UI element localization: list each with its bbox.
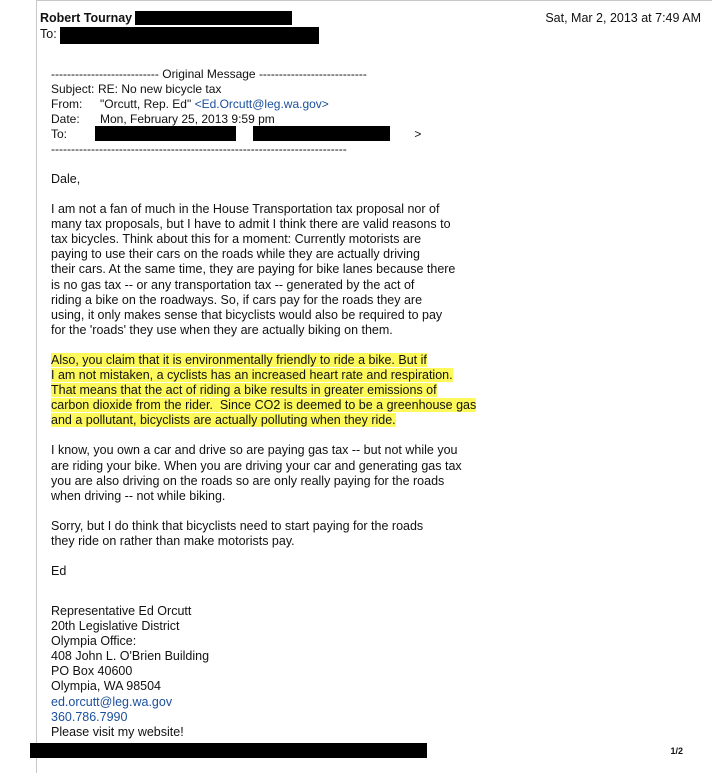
orig-from-label: From:	[51, 97, 83, 111]
original-message-banner: --------------------------- Original Message ---------------------------	[51, 67, 367, 81]
sig-district: 20th Legislative District	[51, 619, 180, 634]
orig-from-row	[51, 97, 421, 112]
sender-name: Robert Tournay	[40, 11, 133, 25]
footer-redaction	[30, 743, 427, 758]
orig-date: Mon, February 25, 2013 9:59 pm	[100, 112, 275, 126]
greeting: Dale,	[51, 172, 81, 186]
signoff: Ed	[51, 563, 67, 578]
highlight-line: That means that the act of riding a bike results in greater emissions of	[51, 383, 437, 398]
original-message-rule: --------------------------------------------------------------------------	[51, 142, 347, 156]
paragraph-2-highlighted	[51, 353, 491, 428]
to-label: To:	[40, 27, 57, 41]
paragraph-1: I am not a fan of much in the House Transportation tax proposal nor of many tax proposals, but I have to admit I think there are valid reasons to tax bicycles. Think about this for a moment: Currently motorists are paying to use their cars on the roads while they are actually driving their cars. At the same time, they are paying for bike lanes because there is no gas tax -- or any transportation tax -- generated by the act of riding a bike on the roadways. So, if cars pay for the roads they are using, it only makes sense that bicyclists would also be required to pay for the 'roads' they use when they are actually biking on them.	[51, 202, 456, 337]
sig-email-link[interactable]: ed.orcutt@leg.wa.gov	[51, 694, 173, 709]
highlight-line: and a pollutant, bicyclists are actually polluting when they ride.	[51, 413, 396, 428]
signature-block	[51, 604, 209, 740]
orig-to-name-redaction	[95, 126, 236, 141]
orig-from-email[interactable]: <Ed.Orcutt@leg.wa.gov>	[194, 97, 329, 111]
highlight-line: I am not mistaken, a cyclists has an increased heart rate and respiration.	[51, 368, 453, 383]
orig-to-email-redaction	[253, 126, 390, 141]
orig-to-label: To:	[51, 127, 68, 141]
orig-subject-label: Subject:	[51, 82, 95, 96]
orig-date-row	[51, 112, 421, 127]
orig-to-close-angle: >	[414, 127, 422, 141]
sig-website: Please visit my website!	[51, 724, 184, 739]
sig-title: Representative Ed Orcutt	[51, 604, 192, 618]
sig-office: Olympia Office:	[51, 634, 137, 649]
paragraph-3: I know, you own a car and drive so are paying gas tax -- but not while you are riding your bike. When you are driving your car and generating gas tax you are also driving on the roads so are only really paying for the roads when driving -- not while biking.	[51, 443, 462, 503]
sig-city: Olympia, WA 98504	[51, 679, 162, 694]
sender-email-redaction	[135, 11, 292, 25]
email-body	[51, 172, 491, 594]
orig-date-label: Date:	[51, 112, 80, 126]
message-date: Sat, Mar 2, 2013 at 7:49 AM	[545, 11, 701, 25]
sig-phone-link[interactable]: 360.786.7990	[51, 709, 128, 724]
sig-pobox: PO Box 40600	[51, 664, 133, 679]
original-message-block	[51, 67, 421, 157]
orig-from-name: "Orcutt, Rep. Ed"	[100, 97, 192, 111]
orig-subject-row	[51, 82, 421, 97]
sig-building: 408 John L. O'Brien Building	[51, 649, 210, 664]
orig-subject: RE: No new bicycle tax	[98, 82, 222, 96]
page-number: 1/2	[670, 746, 683, 756]
recipient-redaction	[60, 27, 319, 44]
highlight-line: carbon dioxide from the rider. Since CO2 is deemed to be a greenhouse gas	[51, 398, 477, 413]
highlight-line: Also, you claim that it is environmentally friendly to ride a bike. But if	[51, 352, 427, 367]
paragraph-4: Sorry, but I do think that bicyclists need to start paying for the roads they ride on rather than make motorists pay.	[51, 518, 424, 548]
